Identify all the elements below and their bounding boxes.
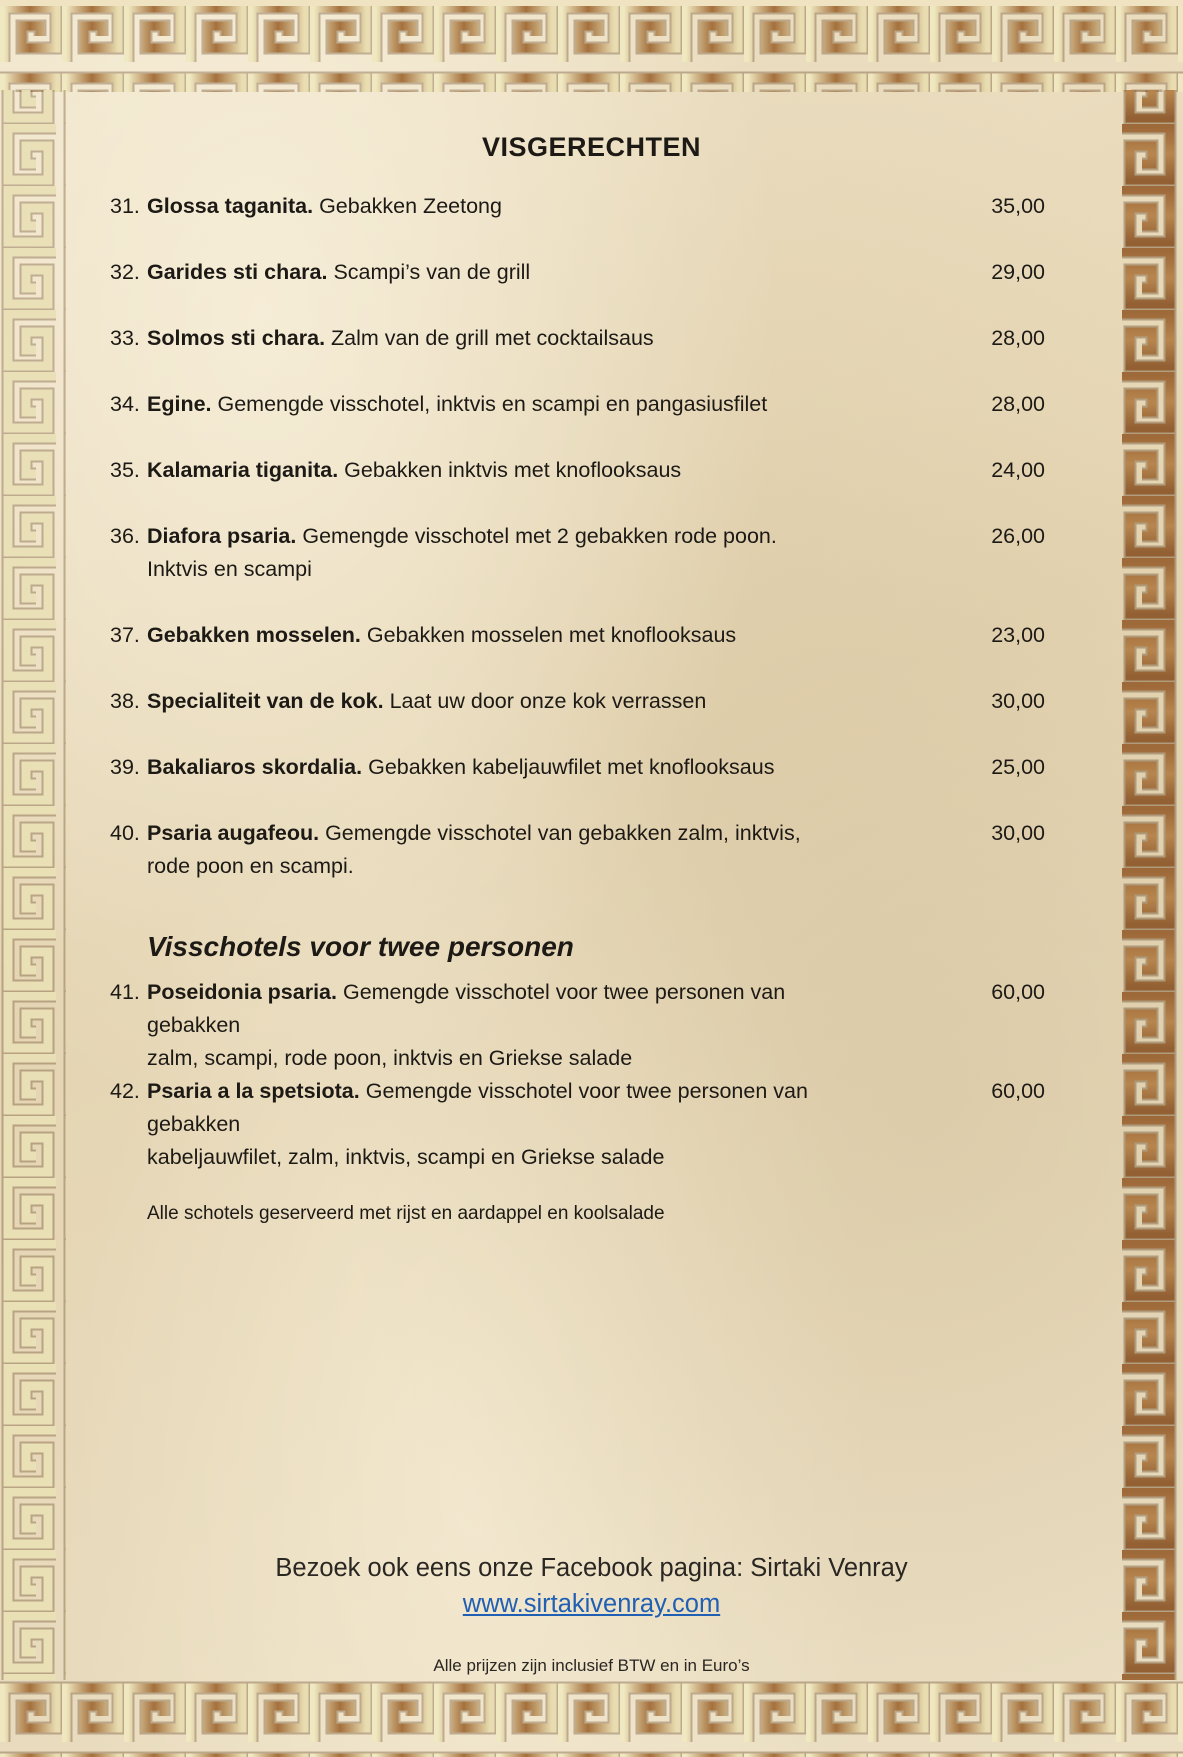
item-description-line2: rode poon en scampi. (147, 854, 354, 878)
item-price: 24,00 (991, 458, 1045, 482)
item-name: Psaria augafeou. (147, 821, 320, 845)
menu-item (110, 976, 1045, 1075)
item-price: 60,00 (991, 980, 1045, 1004)
menu-item (110, 817, 1045, 883)
menu-item (110, 454, 1045, 487)
menu-item (110, 256, 1045, 289)
item-description: Gemengde visschotel van gebakken zalm, inktvis, (325, 821, 801, 845)
item-description: Gebakken kabeljauwfilet met knoflooksaus (368, 755, 775, 779)
item-price: 28,00 (991, 392, 1045, 416)
item-description: Gemengde visschotel met 2 gebakken rode poon. (302, 524, 777, 548)
serving-note: Alle schotels geserveerd met rijst en aardappel en koolsalade (147, 1203, 665, 1224)
menu-item (110, 520, 1045, 586)
menu-item (110, 1075, 1045, 1174)
item-price: 29,00 (991, 260, 1045, 284)
item-name: Diafora psaria. (147, 524, 297, 548)
item-description: Gebakken inktvis met knoflooksaus (344, 458, 682, 482)
item-price: 26,00 (991, 524, 1045, 548)
item-name: Garides sti chara. (147, 260, 328, 284)
menu-item (110, 388, 1045, 421)
item-description: Zalm van de grill met cocktailsaus (331, 326, 654, 350)
item-description: Gemengde visschotel voor twee personen van gebakken (147, 1079, 808, 1136)
page-title: VISGERECHTEN (481, 132, 702, 162)
item-name: Kalamaria tiganita. (147, 458, 339, 482)
item-description: Scampi’s van de grill (333, 260, 531, 284)
menu-item (110, 685, 1045, 718)
item-number: 40. (110, 821, 140, 845)
item-name: Glossa taganita. (147, 194, 314, 218)
item-description: Gemengde visschotel, inktvis en scampi en pangasiusfilet (217, 392, 768, 416)
item-number: 41. (110, 980, 140, 1004)
item-description-line2: Inktvis en scampi (147, 557, 312, 581)
website-link[interactable]: www.sirtakivenray.com (462, 1590, 721, 1618)
item-price: 30,00 (991, 821, 1045, 845)
item-name: Bakaliaros skordalia. (147, 755, 363, 779)
section-subheading: Visschotels voor twee personen (147, 931, 574, 962)
item-number: 42. (110, 1079, 140, 1103)
item-description-line2: kabeljauwfilet, zalm, inktvis, scampi en Griekse salade (147, 1145, 665, 1169)
item-number: 36. (110, 524, 140, 548)
item-number: 31. (110, 194, 140, 218)
item-description: Laat uw door onze kok verrassen (389, 689, 707, 713)
menu-item (110, 619, 1045, 652)
menu-item (110, 190, 1045, 223)
item-description: Gebakken mosselen met knoflooksaus (366, 623, 737, 647)
item-price: 30,00 (991, 689, 1045, 713)
item-name: Poseidonia psaria. (147, 980, 337, 1004)
menu-item (110, 322, 1045, 355)
item-price: 60,00 (991, 1079, 1045, 1103)
item-description-line2: zalm, scampi, rode poon, inktvis en Griekse salade (147, 1046, 633, 1070)
item-number: 32. (110, 260, 140, 284)
item-number: 33. (110, 326, 140, 350)
menu-item (110, 751, 1045, 784)
item-number: 34. (110, 392, 140, 416)
item-price: 28,00 (991, 326, 1045, 350)
item-name: Specialiteit van de kok. (147, 689, 384, 713)
item-number: 37. (110, 623, 140, 647)
item-number: 35. (110, 458, 140, 482)
item-name: Gebakken mosselen. (147, 623, 361, 647)
item-price: 25,00 (991, 755, 1045, 779)
item-number: 38. (110, 689, 140, 713)
item-description: Gemengde visschotel voor twee personen van gebakken (147, 980, 786, 1037)
vat-note: Alle prijzen zijn inclusief BTW en in Euro’s (433, 1656, 750, 1675)
item-price: 35,00 (991, 194, 1045, 218)
item-name: Egine. (147, 392, 212, 416)
item-name: Psaria a la spetsiota. (147, 1079, 360, 1103)
facebook-text: Bezoek ook eens onze Facebook pagina: Sirtaki Venray (275, 1554, 908, 1582)
item-name: Solmos sti chara. (147, 326, 326, 350)
item-number: 39. (110, 755, 140, 779)
item-price: 23,00 (991, 623, 1045, 647)
item-description: Gebakken Zeetong (319, 194, 502, 218)
